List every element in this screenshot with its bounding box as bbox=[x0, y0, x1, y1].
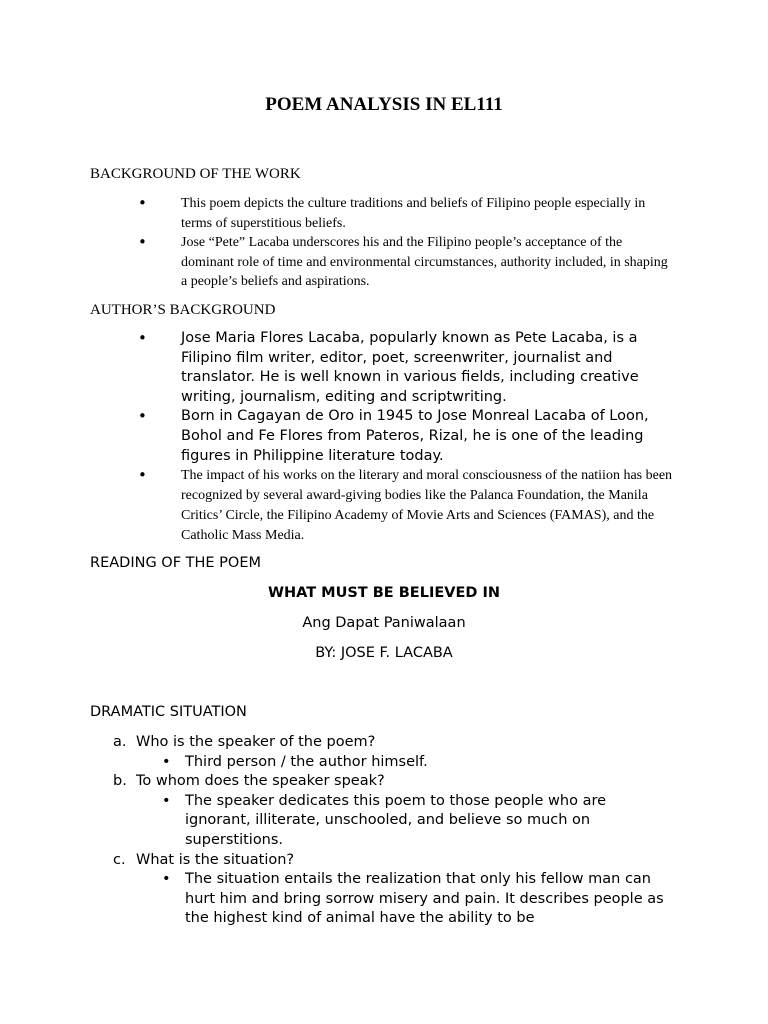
list-item: • Jose Maria Flores Lacaba, popularly known as Pete Lacaba, is a Filipino film writer, editor, poet, screenwriter, journalist and translator. He is well known in various fields, including creative writing, journalism, editing and scriptwriting. bbox=[161, 329, 681, 407]
answer-item: • Third person / the author himself. bbox=[136, 753, 673, 773]
question-list bbox=[113, 733, 673, 929]
question-item bbox=[113, 851, 673, 929]
question-marker: c. bbox=[113, 851, 126, 868]
question-item bbox=[113, 772, 673, 850]
list-item: • The impact of his works on the literary and moral consciousness of the natiion has been recognized by several award-giving bodies like the Palanca Foundation, the Manila Critics’ Circle, the Filipino Academy of Movie Arts and Sciences (FAMAS), and the Catholic Mass Media. bbox=[161, 466, 681, 545]
question-marker: a. bbox=[113, 734, 127, 750]
reading-heading: READING OF THE POEM bbox=[90, 555, 262, 571]
poem-subtitle: Ang Dapat Paniwalaan bbox=[302, 615, 466, 631]
dramatic-heading: DRAMATIC SITUATION bbox=[90, 704, 247, 720]
question-item bbox=[113, 733, 673, 772]
list-item: • Jose “Pete” Lacaba underscores his and the Filipino people’s acceptance of the dominant role of time and environmental circumstances, authority included, in shaping a people’s beliefs and aspirations. bbox=[161, 233, 671, 292]
poem-byline: BY: JOSE F. LACABA bbox=[315, 645, 453, 661]
author-heading: AUTHOR’S BACKGROUND bbox=[90, 302, 276, 318]
author-list bbox=[161, 329, 681, 545]
question-text: What is the situation? bbox=[136, 851, 295, 868]
background-heading: BACKGROUND OF THE WORK bbox=[90, 166, 301, 182]
question-marker: b. bbox=[113, 773, 127, 790]
list-item: • This poem depicts the culture traditions and beliefs of Filipino people especially in terms of superstitious beliefs. bbox=[161, 194, 671, 233]
poem-title: WHAT MUST BE BELIEVED IN bbox=[268, 585, 500, 601]
question-text: Who is the speaker of the poem? bbox=[136, 734, 376, 750]
page-title: POEM ANALYSIS IN EL111 bbox=[265, 94, 503, 115]
background-list bbox=[161, 194, 671, 292]
answer-item: • The speaker dedicates this poem to those people who are ignorant, illiterate, unschooled, and believe so much on superstitions. bbox=[136, 792, 673, 851]
list-item: • Born in Cagayan de Oro in 1945 to Jose Monreal Lacaba of Loon, Bohol and Fe Flores from Pateros, Rizal, he is one of the leading figures in Philippine literature today. bbox=[161, 407, 681, 466]
answer-item: • The situation entails the realization that only his fellow man can hurt him and bring sorrow misery and pain. It describes people as the highest kind of animal have the ability to be bbox=[136, 870, 673, 929]
question-text: To whom does the speaker speak? bbox=[136, 773, 385, 790]
